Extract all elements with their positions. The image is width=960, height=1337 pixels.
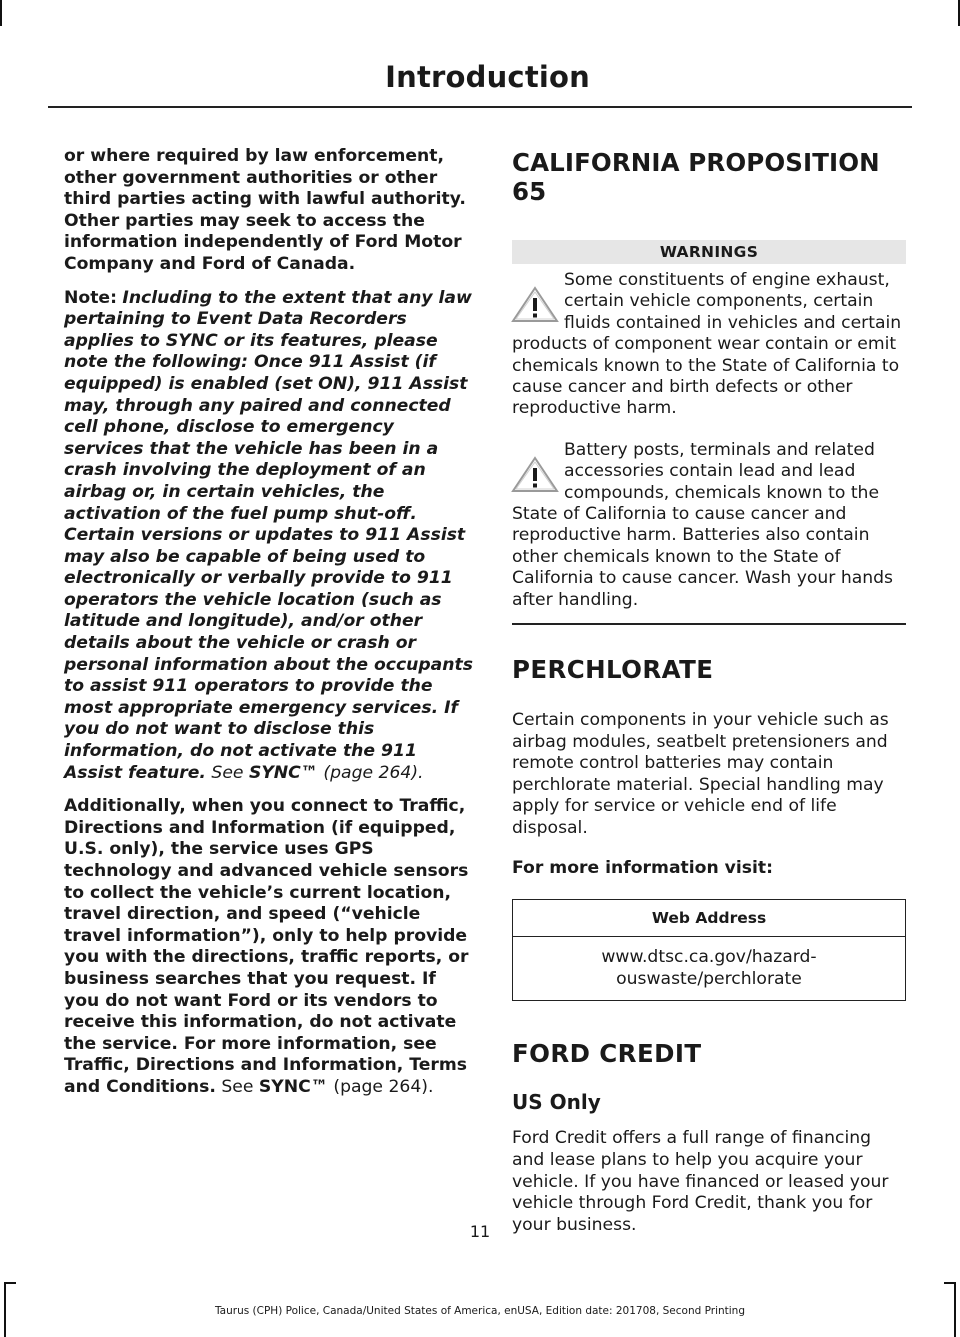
crop-mark-bottom-left-h — [4, 1282, 16, 1284]
more-info-label: For more information visit: — [512, 857, 773, 878]
warning-block-1 — [512, 270, 906, 420]
prop65-heading: CALIFORNIA PROPOSITION 65 — [512, 148, 880, 206]
web-address-header: Web Address — [513, 900, 906, 937]
perchlorate-heading: PERCHLORATE — [512, 655, 714, 685]
traffic-text: Additionally, when you connect to Traffic, Directions and Information (if equipped, U.S. only), the service uses GPS technology and advanced vehicle sensors to collect the vehicle’s current location, travel direction, and speed (“vehicle travel information”), only to help provide you with the directions, traffic reports, or business searches that you request. If you do not want Ford or its vendors to receive this information, do not activate the service. For more information, see Traffic, Directions and Information, Terms and Conditions. — [64, 796, 469, 1097]
left-column — [64, 146, 474, 1111]
warning-1-text: Some constituents of engine exhaust, certain vehicle components, certain fluids contained in vehicles and certain products of component wear contain or emit chemicals known to the State of California to cause cancer and birth defects or other reproductive harm. — [512, 270, 902, 419]
sync-link[interactable]: SYNC™ — [248, 762, 318, 783]
footer-edition: Taurus (CPH) Police, Canada/United States of America, enUSA, Edition date: 201708, Second Printing — [215, 1305, 745, 1317]
traffic-paragraph — [64, 796, 474, 1098]
traffic-page-ref: (page 264). — [333, 1076, 434, 1097]
warning-2-text: Battery posts, terminals and related accessories contain lead and lead compounds, chemicals known to the State of California to cause cancer and reproductive harm. Batteries also contain other chemicals known to the State of California to cause cancer. Wash your hands after handling. — [512, 439, 894, 610]
note-see: See — [211, 762, 244, 783]
privacy-paragraph: or where required by law enforcement, other government authorities or other third parties acting with lawful authority. Other parties may seek to access the information independently of Ford Motor Company and Ford of Canada. — [64, 146, 466, 274]
ford-credit-paragraph: Ford Credit offers a full range of financing and lease plans to help you acquire your vehicle. If you have financed or leased your vehicle through Ford Credit, thank you for your business. — [512, 1128, 889, 1235]
traffic-see: See — [221, 1076, 254, 1097]
perchlorate-paragraph: Certain components in your vehicle such as airbag modules, seatbelt pretensioners and remote control batteries may contain perchlorate material. Special handling may apply for service or vehicle end of life disposal. — [512, 710, 889, 839]
us-only-subheading: US Only — [512, 1090, 601, 1115]
right-column — [512, 146, 906, 1248]
ford-credit-heading: FORD CREDIT — [512, 1039, 702, 1069]
warnings-end-rule — [512, 623, 906, 625]
note-page-ref: (page 264). — [323, 762, 424, 783]
crop-mark-top-left-v — [0, 0, 2, 26]
page-number: 11 — [469, 1222, 491, 1241]
note-label: Note: — [64, 287, 117, 308]
sync-link-2[interactable]: SYNC™ — [258, 1076, 328, 1097]
web-address-table — [512, 899, 906, 1001]
note-paragraph — [64, 288, 474, 785]
crop-mark-bottom-right-h — [944, 1282, 956, 1284]
note-text: Including to the extent that any law pertaining to Event Data Recorders applies to SYNC or its features, please note the following: Once 911 Assist (if equipped) is enabled (set ON), 911 Assist may, through any paired and connected cell phone, disclose to emergency services that the vehicle has been in a crash involving the deployment of an airbag or, in certain vehicles, the activation of the fuel pump shut-off. Certain versions or updates to 911 Assist may also be capable of being used to electronically or verbally provide to 911 operators the vehicle location (such as latitude and longitude), and/or other details about the vehicle or crash or personal information about the occupants to assist 911 operators to provide the most appropriate emergency services. If you do not want to disclose this information, do not activate the 911 Assist feature. — [64, 287, 473, 783]
warnings-bar: WARNINGS — [512, 240, 906, 264]
warning-triangle-icon — [510, 284, 560, 324]
warning-triangle-icon — [510, 454, 560, 494]
warning-block-2 — [512, 440, 906, 611]
page-header-title: Introduction — [385, 60, 590, 94]
web-address-value[interactable]: www.dtsc.ca.gov/hazard-ouswaste/perchlorate — [513, 937, 906, 1001]
header-rule — [48, 106, 912, 108]
